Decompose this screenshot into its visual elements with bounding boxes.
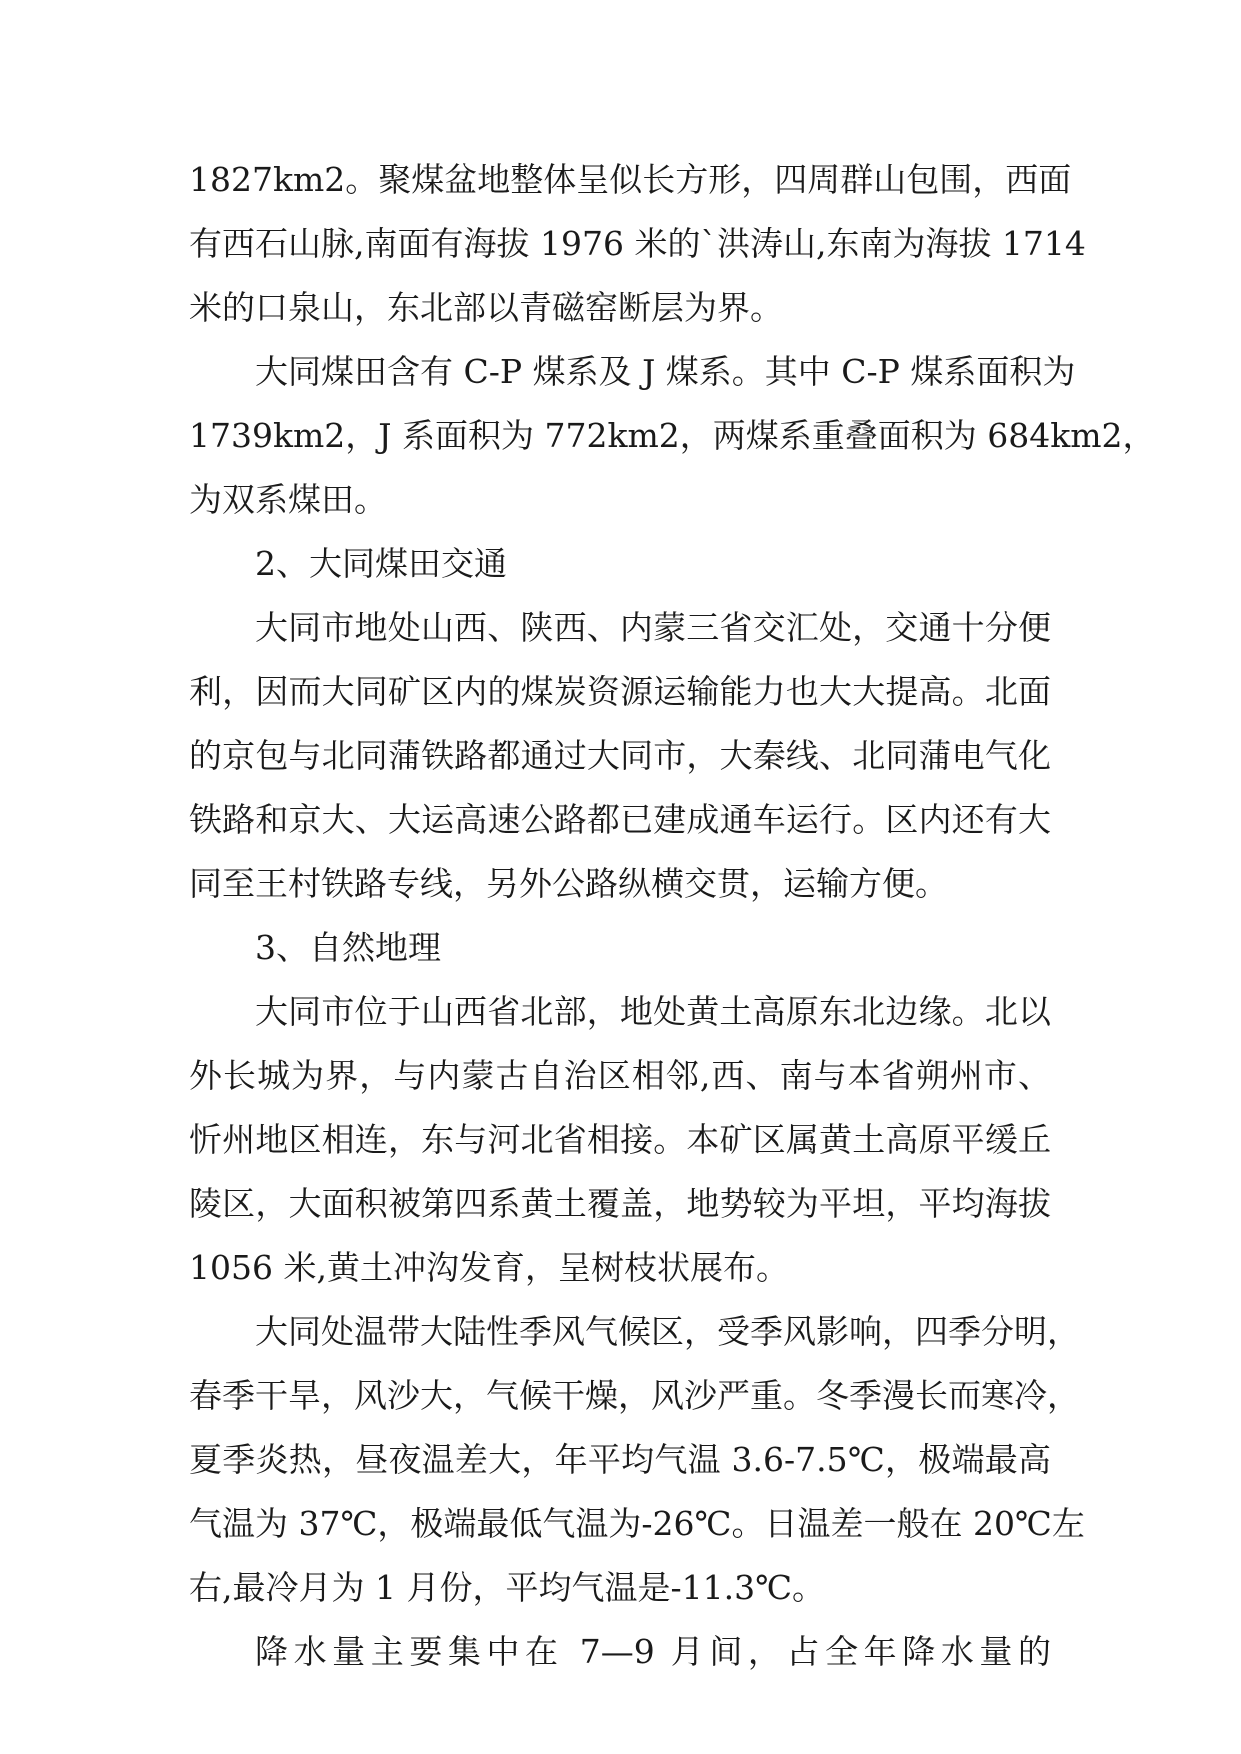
text-line: 大同市位于山西省北部，地处黄土高原东北边缘。北以 [255,992,1051,1031]
text-line: 1056 米,黄土冲沟发育，呈树枝状展布。 [189,1248,789,1287]
text-line: 降水量主要集中在 7—9 月间，占全年降水量的 [255,1632,1051,1671]
text-line: 春季干旱，风沙大，气候干燥，风沙严重。冬季漫长而寒冷， [189,1376,1080,1415]
text-line: 1827km2。聚煤盆地整体呈似长方形，四周群山包围，西面 [189,160,1072,199]
text-line: 外长城为界，与内蒙古自治区相邻,西、南与本省朔州市、 [189,1056,1051,1095]
text-line: 为双系煤田。 [189,480,387,519]
text-line: 气温为 37℃，极端最低气温为-26℃。日温差一般在 20℃左 [189,1504,1085,1543]
section-heading: 3、自然地理 [255,928,441,967]
text-line: 1739km2，J 系面积为 772km2，两煤系重叠面积为 684km2， [189,416,1156,455]
text-line: 利，因而大同矿区内的煤炭资源运输能力也大大提高。北面 [189,672,1051,711]
text-line: 大同处温带大陆性季风气候区，受季风影响，四季分明， [255,1312,1080,1351]
text-line: 铁路和京大、大运高速公路都已建成通车运行。区内还有大 [189,800,1051,839]
text-line: 的京包与北同蒲铁路都通过大同市，大秦线、北同蒲电气化 [189,736,1051,775]
text-line: 右,最冷月为 1 月份，平均气温是-11.3℃。 [189,1568,826,1607]
text-line: 大同市地处山西、陕西、内蒙三省交汇处，交通十分便 [255,608,1051,647]
text-line: 陵区，大面积被第四系黄土覆盖，地势较为平坦，平均海拔 [189,1184,1051,1223]
text-line: 有西石山脉,南面有海拔 1976 米的`洪涛山,东南为海拔 1714 [189,224,1086,263]
section-heading: 2、大同煤田交通 [255,544,507,583]
document-body [189,148,1156,1684]
text-line: 同至王村铁路专线，另外公路纵横交贯，运输方便。 [189,864,948,903]
text-line: 忻州地区相连，东与河北省相接。本矿区属黄土高原平缓丘 [189,1120,1051,1159]
text-line: 大同煤田含有 C-P 煤系及 J 煤系。其中 C-P 煤系面积为 [255,352,1076,391]
text-line: 夏季炎热，昼夜温差大，年平均气温 3.6-7.5℃，极端最高 [189,1440,1051,1479]
text-line: 米的口泉山，东北部以青磁窑断层为界。 [189,288,783,327]
